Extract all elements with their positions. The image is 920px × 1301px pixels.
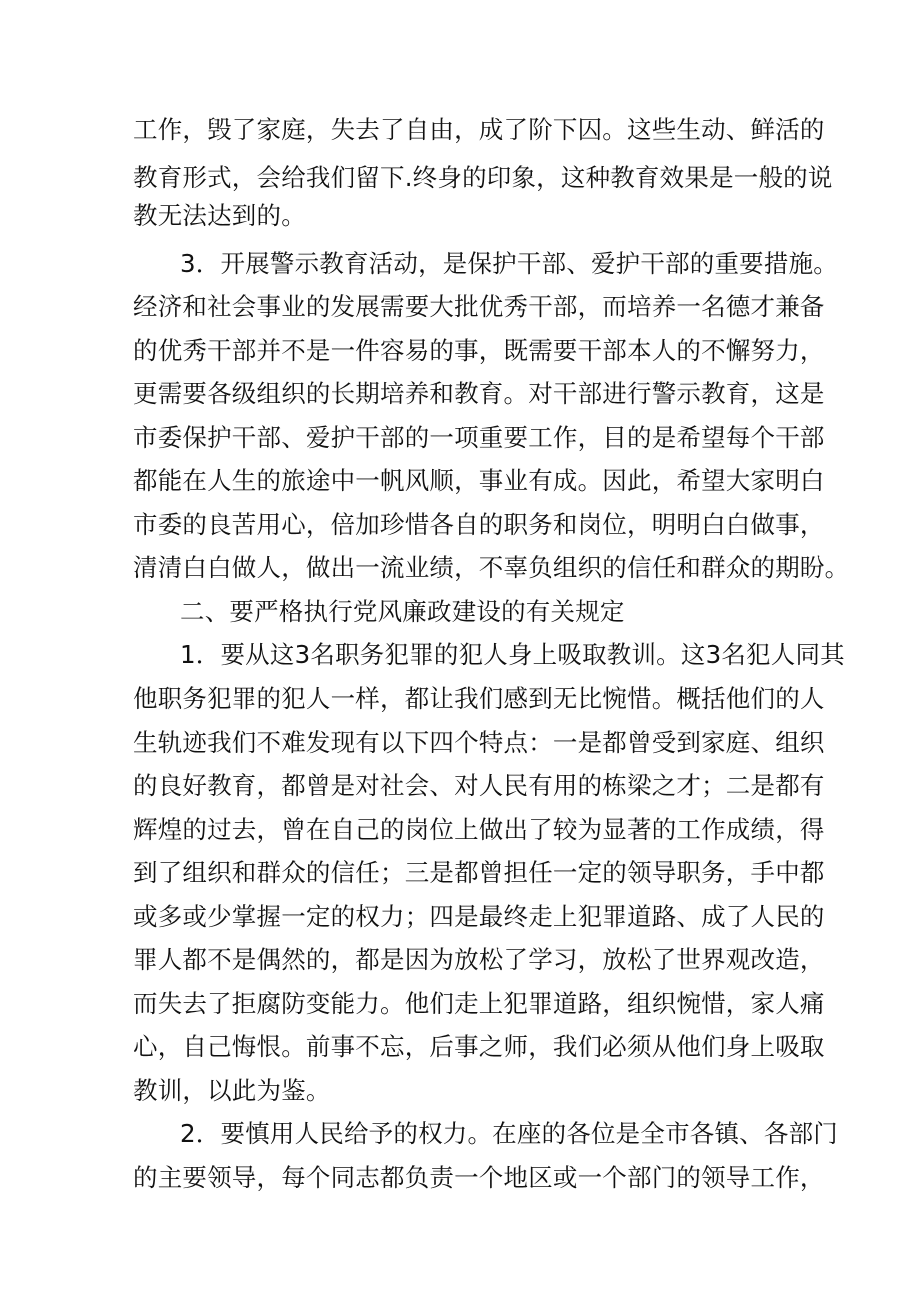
text-line: 的良好教育，都曾是对社会、对人民有用的栋梁之才；二是都有 bbox=[133, 771, 825, 800]
text-line: 工作，毁了家庭，失去了自由，成了阶下囚。这些生动、鲜活的 bbox=[133, 115, 825, 144]
paragraph-start-line: 2．要慎用人民给予的权力。在座的各位是全市各镇、各部门 bbox=[180, 1119, 838, 1148]
paragraph-start-line: 1．要从这3名职务犯罪的犯人身上吸取教训。这3名犯人同其 bbox=[180, 640, 845, 669]
text-line: 罪人都不是偶然的，都是因为放松了学习，放松了世界观改造， bbox=[133, 945, 825, 974]
text-line: 都能在人生的旅途中一帆风顺，事业有成。因此，希望大家明白 bbox=[133, 466, 825, 495]
text-line: 心，自己悔恨。前事不忘，后事之师，我们必须从他们身上吸取 bbox=[133, 1032, 825, 1061]
text-line: 市委保护干部、爱护干部的一项重要工作，目的是希望每个干部 bbox=[133, 423, 825, 452]
text-line: 更需要各级组织的长期培养和教育。对干部进行警示教育，这是 bbox=[133, 379, 825, 408]
text-line: 清清白白做人，做出一流业绩，不辜负组织的信任和群众的期盼。 bbox=[133, 553, 850, 582]
text-line: 生轨迹我们不难发现有以下四个特点：一是都曾受到家庭、组织 bbox=[133, 728, 825, 757]
text-line: 市委的良苦用心，倍加珍惜各自的职务和岗位，明明白白做事， bbox=[133, 510, 825, 539]
text-line: 或多或少掌握一定的权力；四是最终走上犯罪道路、成了人民的 bbox=[133, 902, 825, 931]
text-line: 而失去了拒腐防变能力。他们走上犯罪道路，组织惋惜，家人痛 bbox=[133, 989, 825, 1018]
text-line: 辉煌的过去，曾在自己的岗位上做出了较为显著的工作成绩，得 bbox=[133, 815, 825, 844]
text-line: 到了组织和群众的信任；三是都曾担任一定的领导职务，手中都 bbox=[133, 858, 825, 887]
text-line: 他职务犯罪的犯人一样，都让我们感到无比惋惜。概括他们的人 bbox=[133, 684, 825, 713]
section-heading: 二、要严格执行党风廉政建设的有关规定 bbox=[180, 597, 625, 626]
paragraph-start-line: 3．开展警示教育活动，是保护干部、爱护干部的重要措施。 bbox=[180, 249, 838, 278]
text-line: 教育形式，会给我们留下.终身的印象，这种教育效果是一般的说 bbox=[133, 163, 833, 192]
text-line: 经济和社会事业的发展需要大批优秀干部，而培养一名德才兼备 bbox=[133, 292, 825, 321]
text-line: 教训，以此为鉴。 bbox=[133, 1076, 331, 1105]
text-line: 教无法达到的。 bbox=[133, 201, 306, 230]
text-line: 的优秀干部并不是一件容易的事，既需要干部本人的不懈努力， bbox=[133, 336, 825, 365]
text-line: 的主要领导，每个同志都负责一个地区或一个部门的领导工作， bbox=[133, 1163, 825, 1192]
